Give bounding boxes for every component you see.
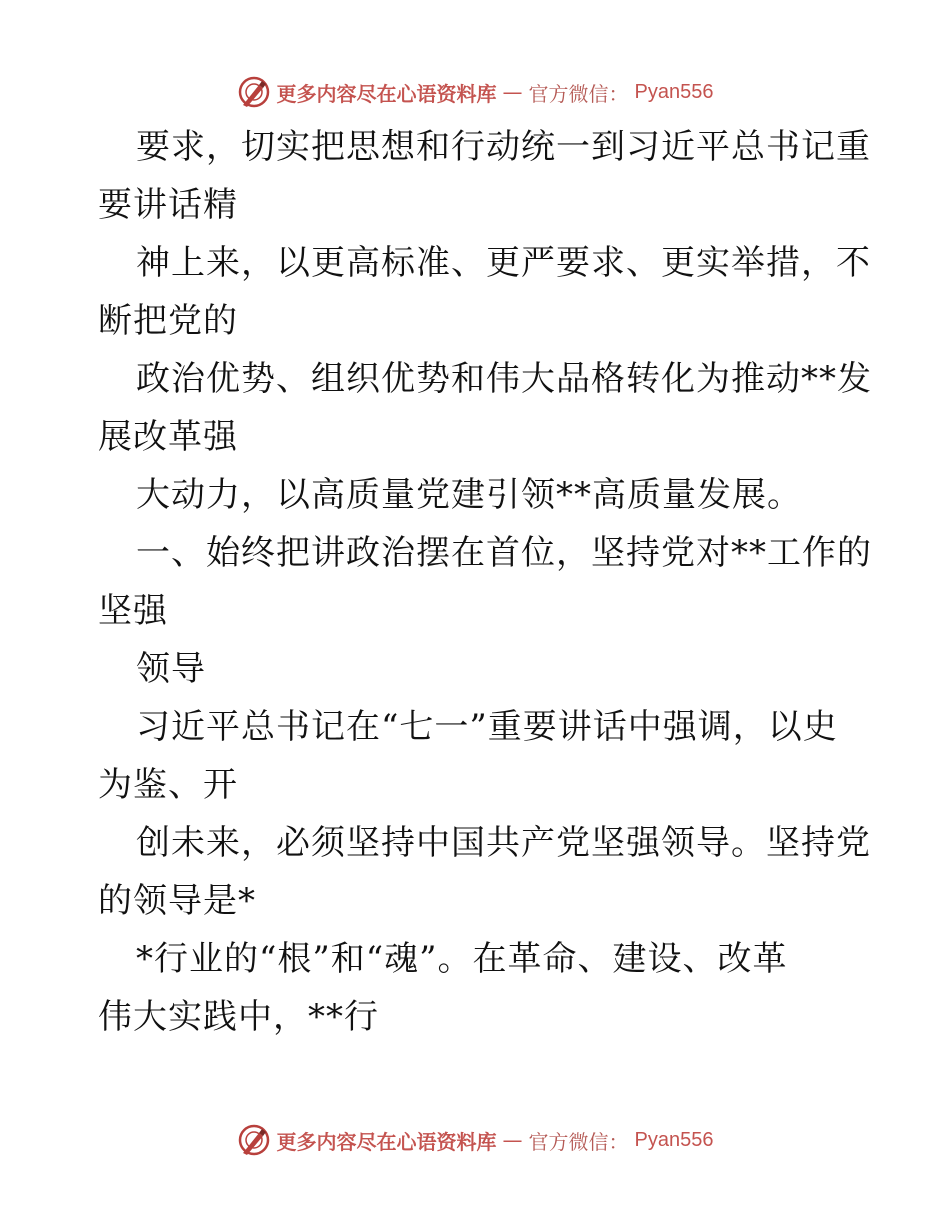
- header-watermark: [0, 72, 950, 112]
- promo-text: 更多内容尽在心语资料库: [276, 1129, 497, 1154]
- document-body: [98, 118, 872, 1046]
- body-line: 要讲话精: [98, 185, 238, 225]
- promo-dash: —: [502, 1128, 523, 1152]
- body-line: 的领导是*: [98, 881, 256, 921]
- wechat-id: Pyan556: [634, 1128, 714, 1151]
- promo-text: 更多内容尽在心语资料库: [276, 81, 497, 106]
- body-line: 创未来，必须坚持中国共产党坚强领导。坚持党: [136, 823, 871, 863]
- body-line: 政治优势、组织优势和伟大品格转化为推动**发: [136, 359, 872, 399]
- section-heading-line: 坚强: [98, 591, 168, 631]
- pen-logo-icon: [237, 1123, 271, 1157]
- official-wechat-label: 官方微信：: [528, 81, 629, 106]
- body-line: 伟大实践中，**行: [98, 997, 379, 1037]
- body-line: 神上来，以更高标准、更严要求、更实举措，不: [136, 243, 871, 283]
- body-line: 要求，切实把思想和行动统一到习近平总书记重: [136, 127, 871, 167]
- body-line: 为鉴、开: [98, 765, 238, 805]
- body-line: 大动力，以高质量党建引领**高质量发展。: [136, 475, 802, 515]
- body-line: 习近平总书记在“七一”重要讲话中强调，以史: [136, 707, 838, 747]
- pen-logo-icon: [237, 75, 271, 109]
- body-line: *行业的“根”和“魂”。在革命、建设、改革: [136, 939, 788, 979]
- body-line: 断把党的: [98, 301, 238, 341]
- section-heading-line: 一、始终把讲政治摆在首位，坚持党对**工作的: [136, 533, 872, 573]
- official-wechat-label: 官方微信：: [528, 1129, 629, 1154]
- section-heading-line: 领导: [136, 649, 206, 689]
- body-line: 展改革强: [98, 417, 238, 457]
- footer-watermark: [0, 1120, 950, 1160]
- promo-dash: —: [502, 80, 523, 104]
- wechat-id: Pyan556: [634, 80, 714, 103]
